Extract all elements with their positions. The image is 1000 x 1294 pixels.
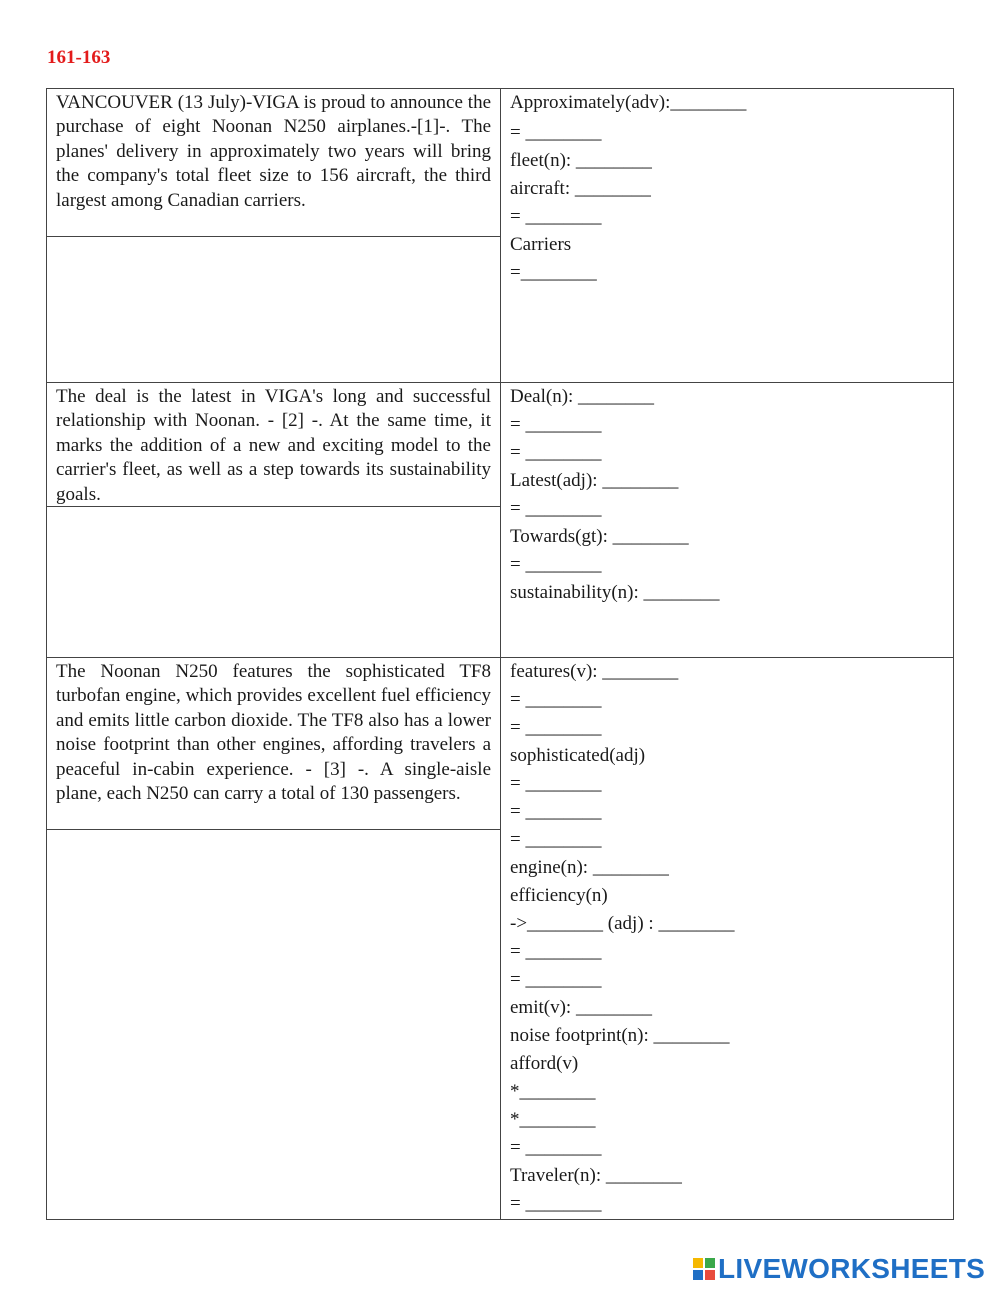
section-row-1 xyxy=(47,89,953,383)
vocab-item[interactable]: = ________ xyxy=(510,122,602,143)
vocab-item[interactable]: = ________ xyxy=(510,442,602,463)
vocab-item[interactable]: engine(n): ________ xyxy=(510,857,669,878)
liveworksheets-logo xyxy=(693,1254,985,1284)
vocab-item[interactable]: = ________ xyxy=(510,829,602,850)
passage-column xyxy=(47,383,501,657)
vocab-item: sophisticated(adj) xyxy=(510,745,646,766)
vocab-list-2 xyxy=(510,383,953,607)
vocab-item[interactable]: = ________ xyxy=(510,801,602,822)
vocab-item[interactable]: = ________ xyxy=(510,941,602,962)
vocab-item[interactable]: = ________ xyxy=(510,414,602,435)
logo-square xyxy=(705,1258,715,1268)
vocab-item[interactable]: Approximately(adv):________ xyxy=(510,92,747,113)
passage-text-3: The Noonan N250 features the sophisticated TF8 turbofan engine, which provides excellent fuel efficiency and emits little carbon dioxide. The TF8 also has a lower noise footprint than other engines, affording travelers a peaceful in-cabin experience. - [3] -. A single-aisle plane, each N250 can carry a total of 130 passengers. xyxy=(47,658,500,830)
section-row-3 xyxy=(47,658,953,1219)
vocab-list-3 xyxy=(510,658,953,1218)
vocab-item[interactable]: = ________ xyxy=(510,206,602,227)
vocab-item[interactable]: features(v): ________ xyxy=(510,661,679,682)
vocab-item[interactable]: = ________ xyxy=(510,717,602,738)
logo-text: LIVEWORKSHEETS xyxy=(718,1253,986,1284)
vocab-item[interactable]: = ________ xyxy=(510,1193,602,1214)
vocab-item[interactable]: Latest(adj): ________ xyxy=(510,470,679,491)
page-title: 161-163 xyxy=(47,47,111,68)
vocab-item[interactable]: emit(v): ________ xyxy=(510,997,652,1018)
vocab-item[interactable]: Traveler(n): ________ xyxy=(510,1165,682,1186)
passage-text-2: The deal is the latest in VIGA's long and successful relationship with Noonan. - [2] -. At the same time, it marks the addition of a new and exciting model to the carrier's fleet, as well as a step towards its sustainability goals. xyxy=(47,383,500,507)
passage-column xyxy=(47,89,501,382)
vocab-item[interactable]: Deal(n): ________ xyxy=(510,386,655,407)
logo-square xyxy=(693,1270,703,1280)
vocab-item[interactable]: noise footprint(n): ________ xyxy=(510,1025,730,1046)
vocab-column xyxy=(501,658,953,1219)
vocab-list-1 xyxy=(510,89,953,287)
vocab-item[interactable]: = ________ xyxy=(510,498,602,519)
vocab-item[interactable]: *________ xyxy=(510,1109,596,1130)
vocab-item[interactable]: = ________ xyxy=(510,969,602,990)
vocab-item: Carriers xyxy=(510,234,572,255)
vocab-item: efficiency(n) xyxy=(510,885,608,906)
section-row-2 xyxy=(47,383,953,658)
logo-square xyxy=(693,1258,703,1268)
vocab-item[interactable]: = ________ xyxy=(510,1137,602,1158)
vocab-item[interactable]: Towards(gt): ________ xyxy=(510,526,689,547)
vocab-item[interactable]: =________ xyxy=(510,262,597,283)
vocab-item[interactable]: aircraft: ________ xyxy=(510,178,651,199)
vocab-item: afford(v) xyxy=(510,1053,579,1074)
logo-square xyxy=(705,1270,715,1280)
passage-column xyxy=(47,658,501,1219)
passage-text-1: VANCOUVER (13 July)-VIGA is proud to announce the purchase of eight Noonan N250 airplanes.-[1]-. The planes' delivery in approximately two years will bring the company's total fleet size to 156 aircraft, the third largest among Canadian carriers. xyxy=(47,89,500,237)
vocab-column xyxy=(501,89,953,382)
vocab-item[interactable]: = ________ xyxy=(510,689,602,710)
worksheet-table xyxy=(46,88,954,1220)
vocab-item[interactable]: fleet(n): ________ xyxy=(510,150,652,171)
vocab-item[interactable]: ->________ (adj) : ________ xyxy=(510,913,735,934)
vocab-column xyxy=(501,383,953,657)
vocab-item[interactable]: *________ xyxy=(510,1081,596,1102)
vocab-item[interactable]: = ________ xyxy=(510,773,602,794)
logo-grid-icon xyxy=(693,1258,715,1280)
vocab-item[interactable]: = ________ xyxy=(510,554,602,575)
vocab-item[interactable]: sustainability(n): ________ xyxy=(510,582,720,603)
